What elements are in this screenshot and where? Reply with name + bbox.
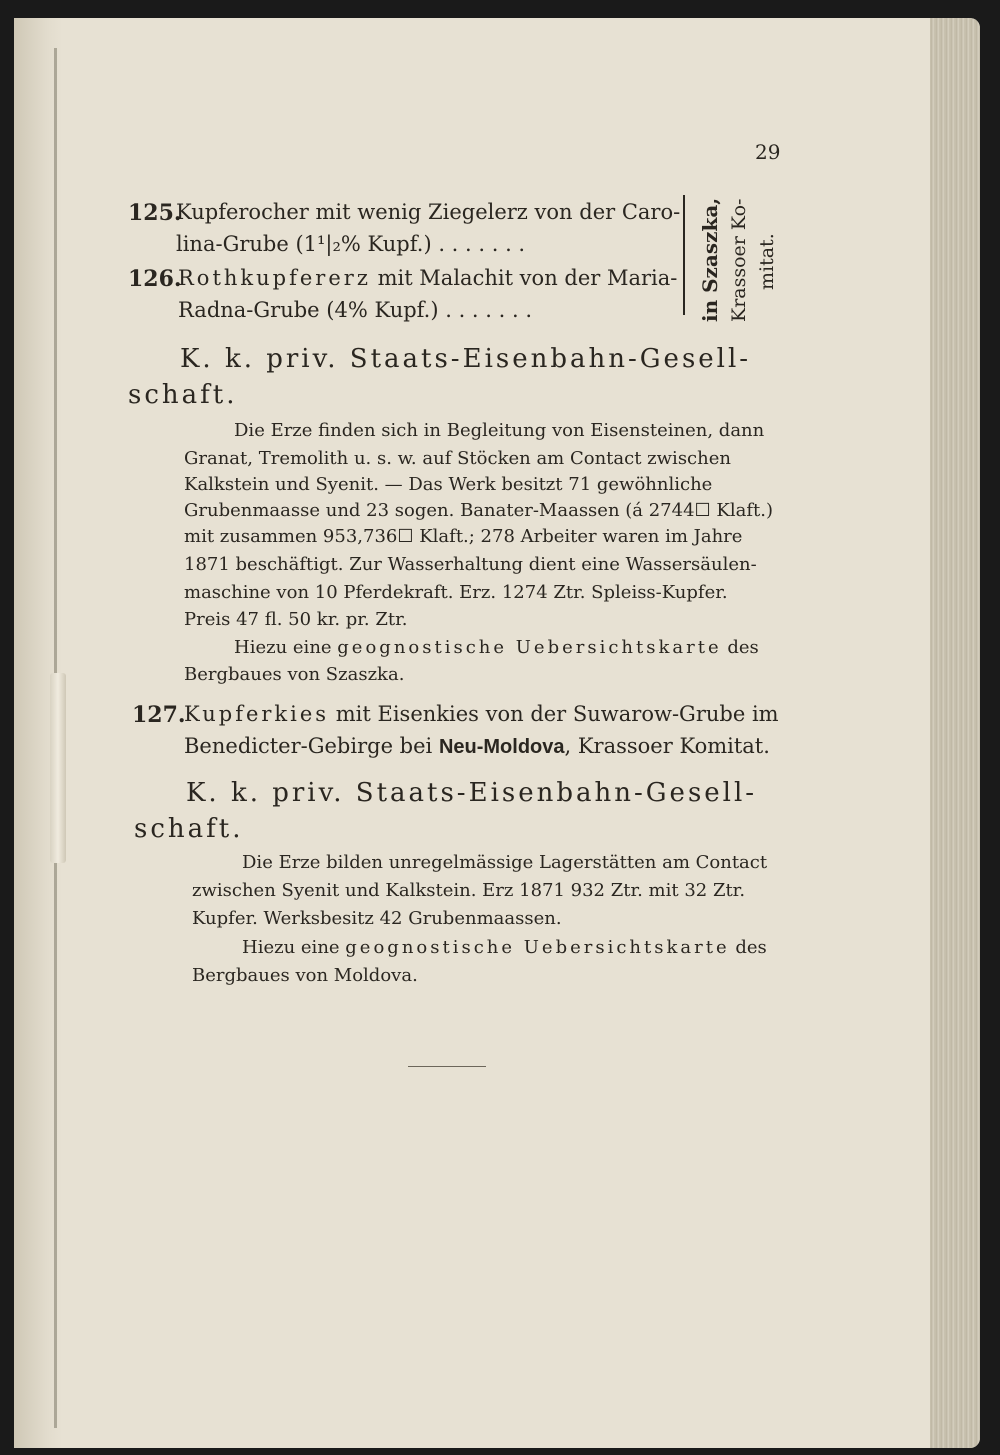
entry-127-line-2 [184, 734, 770, 759]
entry-127-line-1-rest: mit Eisenkies von der Suwarow-Grube im [329, 702, 779, 726]
side-note-line-3: mitat. [756, 233, 778, 290]
page-number: 29 [755, 140, 781, 164]
entry-127-line-2-a: Benedicter-Gebirge bei [184, 734, 439, 758]
entry-125-line-1: Kupferocher mit wenig Ziegelerz von der Caro- [176, 200, 681, 224]
paragraph-4-suffix: des [729, 937, 767, 958]
paragraph-1-line-5: mit zusammen 953,736☐ Klaft.; 278 Arbeiter waren im Jahre [184, 526, 743, 547]
heading-1-line-1: K. k. priv. Staats-Eisenbahn-Gesell- [180, 344, 752, 374]
entry-126-line-1 [178, 266, 677, 290]
page-fore-edge [930, 18, 980, 1448]
entry-126-line-2: Radna-Grube (4% Kupf.) . . . . . . . [178, 298, 533, 322]
entry-125-number: 125. [128, 200, 182, 226]
entry-127-number: 127. [132, 702, 186, 728]
entry-126-line-1-rest: mit Malachit von der Maria- [370, 266, 678, 290]
location-brace [683, 195, 693, 315]
paragraph-3-line-3: Kupfer. Werksbesitz 42 Grubenmaassen. [192, 908, 562, 929]
entry-127-line-1 [184, 702, 779, 726]
paragraph-1-line-1: Die Erze finden sich in Begleitung von Eisensteinen, dann [234, 420, 765, 441]
paragraph-4-line-1 [242, 937, 767, 958]
paragraph-2-prefix: Hiezu eine [234, 637, 338, 658]
entry-127-line-2-c: , Krassoer Komitat. [564, 734, 770, 758]
paragraph-3-line-2: zwischen Syenit und Kalkstein. Erz 1871 932 Ztr. mit 32 Ztr. [192, 880, 746, 901]
end-rule [408, 1066, 486, 1067]
paragraph-2-suffix: des [721, 637, 759, 658]
heading-1-line-2: schaft. [128, 380, 238, 410]
heading-2-line-1: K. k. priv. Staats-Eisenbahn-Gesell- [186, 778, 758, 808]
paragraph-2-map-title: geognostische Uebersichtskarte [337, 637, 722, 658]
paragraph-1-line-8: Preis 47 fl. 50 kr. pr. Ztr. [184, 609, 408, 630]
entry-127-mineral: Kupferkies [184, 702, 330, 726]
paragraph-1-line-3: Kalkstein und Syenit. — Das Werk besitzt 71 gewöhnliche [184, 474, 713, 495]
entry-125-line-2: lina-Grube (1¹|₂% Kupf.) . . . . . . . [176, 232, 526, 256]
entry-126-mineral: Rothkupfererz [178, 266, 371, 290]
paragraph-1-line-6: 1871 beschäftigt. Zur Wasserhaltung dient eine Wassersäulen- [184, 554, 757, 575]
binding-clip [50, 673, 66, 863]
paragraph-1-line-2: Granat, Tremolith u. s. w. auf Stöcken am Contact zwischen [184, 448, 731, 469]
paragraph-2-line-1 [234, 637, 759, 658]
entry-126-number: 126. [128, 266, 182, 292]
entry-127-location: Neu-Moldova [438, 736, 565, 758]
heading-2-line-2: schaft. [134, 814, 244, 844]
paragraph-3-line-1: Die Erze bilden unregelmässige Lagerstätten am Contact [242, 852, 768, 873]
paragraph-2-line-2: Bergbaues von Szaszka. [184, 664, 405, 685]
paragraph-1-line-7: maschine von 10 Pferdekraft. Erz. 1274 Ztr. Spleiss-Kupfer. [184, 582, 728, 603]
paragraph-4-prefix: Hiezu eine [242, 937, 346, 958]
paragraph-1-line-4: Grubenmaasse und 23 sogen. Banater-Maassen (á 2744☐ Klaft.) [184, 500, 773, 521]
paragraph-4-line-2: Bergbaues von Moldova. [192, 965, 418, 986]
paragraph-4-map-title: geognostische Uebersichtskarte [345, 937, 730, 958]
side-note-line-1: in Szaszka, [698, 197, 722, 322]
side-note-line-2: Krassoer Ko- [728, 198, 750, 322]
